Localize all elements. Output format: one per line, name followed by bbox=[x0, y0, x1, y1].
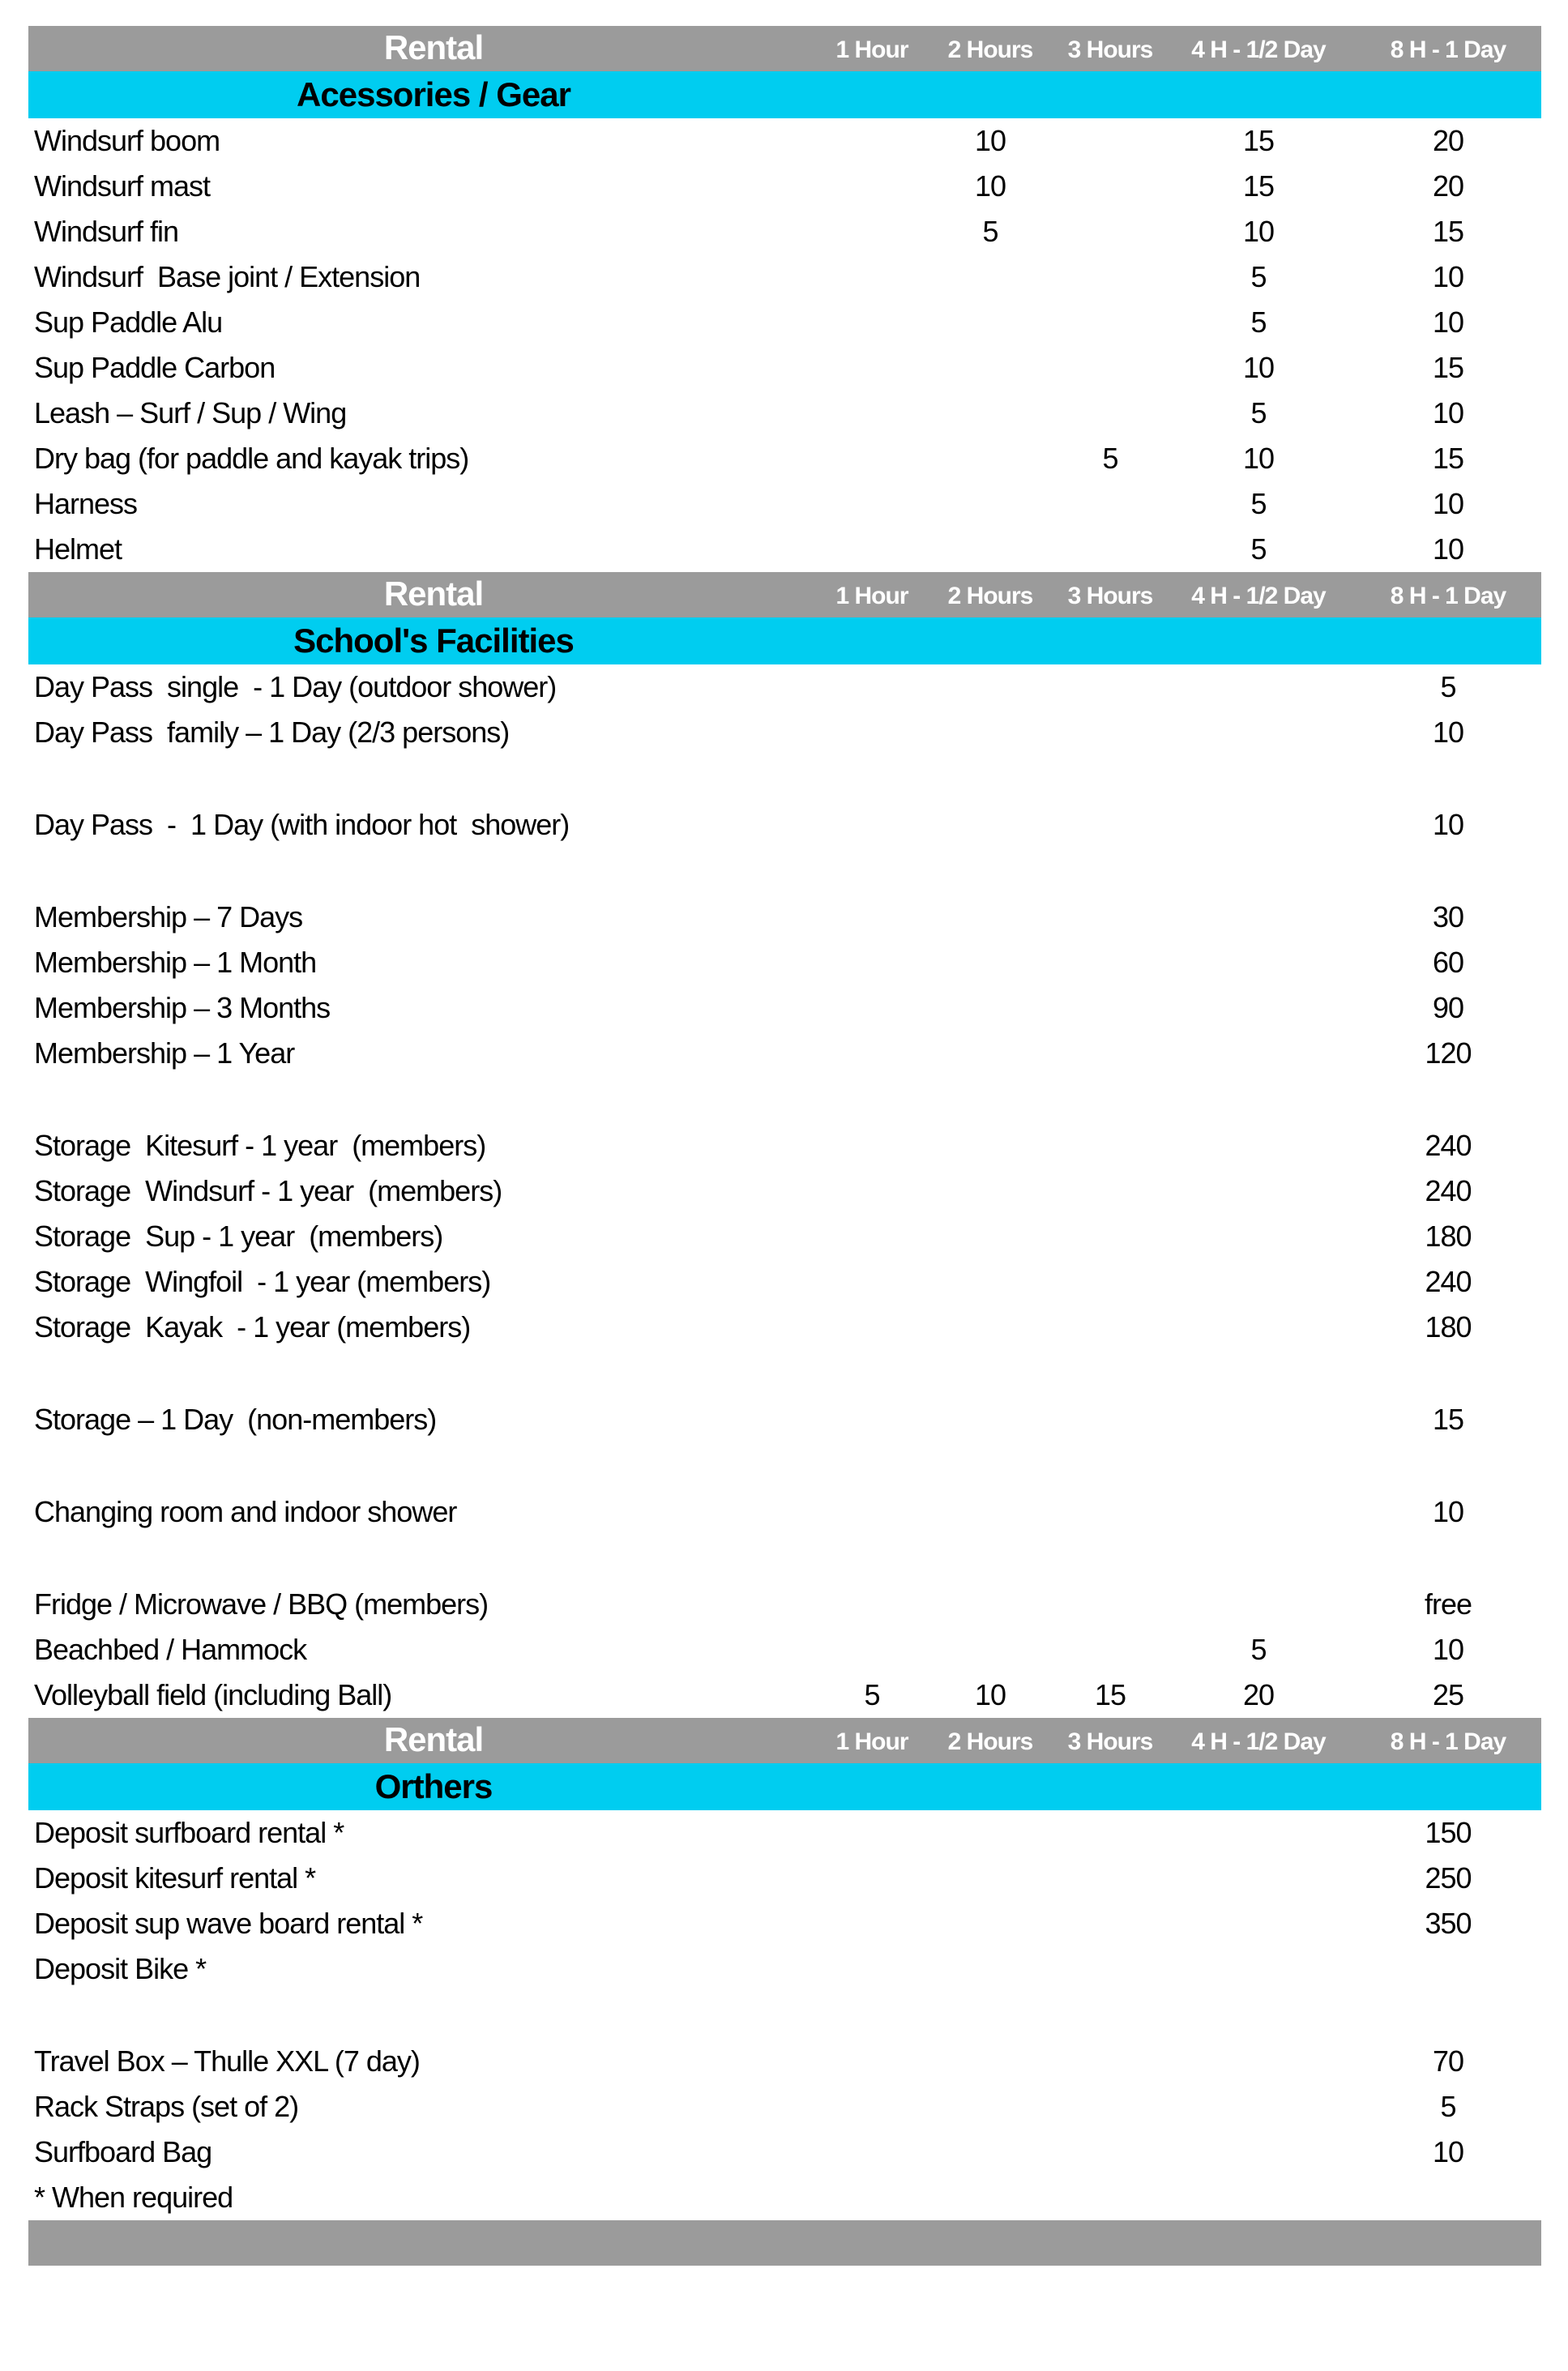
row-label: Storage – 1 Day (non-members) bbox=[34, 1403, 437, 1436]
table-row bbox=[0, 1214, 1568, 1259]
row-value: 240 bbox=[1425, 1174, 1472, 1207]
row-label: Beachbed / Hammock bbox=[34, 1633, 307, 1666]
table-row bbox=[0, 391, 1568, 436]
table-row bbox=[0, 209, 1568, 254]
row-value: 20 bbox=[1432, 169, 1464, 203]
row-label: Sup Paddle Alu bbox=[34, 305, 223, 339]
table-row-blank bbox=[0, 1442, 1568, 1489]
column-header: 2 Hours bbox=[947, 36, 1033, 63]
table-row bbox=[0, 664, 1568, 710]
row-value: 10 bbox=[974, 1678, 1006, 1711]
top-margin bbox=[0, 0, 1568, 26]
table-row bbox=[0, 1259, 1568, 1305]
row-value: 10 bbox=[1432, 260, 1464, 293]
row-value: 5 bbox=[982, 215, 998, 248]
row-value: 5 bbox=[1102, 442, 1118, 475]
footer-bar bbox=[28, 2220, 1541, 2266]
row-value: 15 bbox=[1432, 1403, 1464, 1436]
row-value: 240 bbox=[1425, 1129, 1472, 1162]
table-row bbox=[0, 2130, 1568, 2175]
table-row bbox=[0, 1946, 1568, 1992]
column-header: 1 Hour bbox=[835, 1728, 908, 1755]
table-row bbox=[0, 1582, 1568, 1627]
row-value: 10 bbox=[1432, 532, 1464, 566]
column-header: 3 Hours bbox=[1067, 36, 1153, 63]
table-row bbox=[0, 985, 1568, 1031]
table-row bbox=[0, 481, 1568, 527]
row-value: 180 bbox=[1425, 1220, 1472, 1253]
row-value: 15 bbox=[1242, 124, 1275, 157]
row-value: 15 bbox=[1432, 351, 1464, 384]
section-title-bar bbox=[28, 1763, 1541, 1810]
table-row bbox=[0, 1856, 1568, 1901]
table-row-blank bbox=[0, 1992, 1568, 2039]
column-header: 1 Hour bbox=[835, 583, 908, 609]
row-label: Windsurf fin bbox=[34, 215, 179, 248]
column-header: 8 H - 1 Day bbox=[1390, 583, 1506, 609]
table-row bbox=[0, 300, 1568, 345]
row-label: Membership – 7 Days bbox=[34, 900, 303, 933]
row-label: Membership – 1 Year bbox=[34, 1036, 295, 1070]
row-value: 70 bbox=[1432, 2044, 1464, 2078]
column-header: 3 Hours bbox=[1067, 583, 1153, 609]
row-label: Day Pass - 1 Day (with indoor hot shower) bbox=[34, 808, 570, 841]
table-row bbox=[0, 118, 1568, 164]
row-label: Storage Kayak - 1 year (members) bbox=[34, 1310, 471, 1344]
column-header: 8 H - 1 Day bbox=[1390, 1728, 1506, 1755]
table-row bbox=[0, 1901, 1568, 1946]
table-row bbox=[0, 2039, 1568, 2084]
section-title-bar bbox=[28, 71, 1541, 118]
row-value: 10 bbox=[1432, 487, 1464, 520]
table-row bbox=[0, 1489, 1568, 1535]
row-label: Windsurf mast bbox=[34, 169, 211, 203]
row-label: Windsurf Base joint / Extension bbox=[34, 260, 421, 293]
row-label: Fridge / Microwave / BBQ (members) bbox=[34, 1587, 489, 1621]
row-value: 240 bbox=[1425, 1265, 1472, 1298]
row-value: 10 bbox=[1432, 1495, 1464, 1528]
row-value: 5 bbox=[1440, 670, 1456, 703]
row-label: Surfboard Bag bbox=[34, 2135, 212, 2168]
section-rows bbox=[0, 664, 1568, 1718]
row-label: Travel Box – Thulle XXL (7 day) bbox=[34, 2044, 420, 2078]
row-value: 15 bbox=[1432, 215, 1464, 248]
table-row-blank bbox=[0, 1076, 1568, 1123]
row-value: 5 bbox=[1440, 2090, 1456, 2123]
table-row bbox=[0, 1123, 1568, 1168]
column-header: 4 H - 1/2 Day bbox=[1191, 36, 1326, 63]
row-label: Changing room and indoor shower bbox=[34, 1495, 457, 1528]
row-value: 5 bbox=[864, 1678, 880, 1711]
row-label: Leash – Surf / Sup / Wing bbox=[34, 396, 347, 429]
row-value: 10 bbox=[1242, 215, 1275, 248]
table-row bbox=[0, 1397, 1568, 1442]
column-header: 2 Hours bbox=[947, 1728, 1033, 1755]
column-header: 8 H - 1 Day bbox=[1390, 36, 1506, 63]
row-value: 10 bbox=[974, 169, 1006, 203]
table-row bbox=[0, 1305, 1568, 1350]
rental-header-bar bbox=[28, 26, 1541, 71]
rental-header-title: Rental bbox=[383, 28, 484, 66]
price-section bbox=[0, 26, 1568, 572]
row-value: 15 bbox=[1094, 1678, 1126, 1711]
row-value: 10 bbox=[1242, 442, 1275, 475]
row-value: free bbox=[1424, 1587, 1472, 1621]
row-value: 5 bbox=[1250, 1633, 1267, 1666]
rental-header-bar bbox=[28, 572, 1541, 617]
price-section bbox=[0, 572, 1568, 1718]
row-value: 10 bbox=[1432, 808, 1464, 841]
section-title-bar bbox=[28, 617, 1541, 664]
table-row bbox=[0, 710, 1568, 755]
section-title: Orthers bbox=[374, 1767, 493, 1805]
rental-header-title: Rental bbox=[383, 575, 484, 613]
row-label: Deposit surfboard rental * bbox=[34, 1816, 344, 1849]
table-row bbox=[0, 527, 1568, 572]
row-value: 10 bbox=[1432, 716, 1464, 749]
row-value: 10 bbox=[1432, 1633, 1464, 1666]
row-label: Deposit kitesurf rental * bbox=[34, 1861, 316, 1895]
table-row-blank bbox=[0, 1350, 1568, 1397]
row-label: Storage Wingfoil - 1 year (members) bbox=[34, 1265, 491, 1298]
row-value: 15 bbox=[1242, 169, 1275, 203]
table-row-blank bbox=[0, 1535, 1568, 1582]
table-row bbox=[0, 1627, 1568, 1673]
column-header: 4 H - 1/2 Day bbox=[1191, 583, 1326, 609]
table-row bbox=[0, 254, 1568, 300]
row-value: 5 bbox=[1250, 532, 1267, 566]
row-value: 25 bbox=[1432, 1678, 1464, 1711]
row-label: Day Pass single - 1 Day (outdoor shower) bbox=[34, 670, 557, 703]
row-value: 250 bbox=[1425, 1861, 1472, 1895]
section-rows bbox=[0, 1810, 1568, 2175]
row-label: Membership – 3 Months bbox=[34, 991, 331, 1024]
row-label: Windsurf boom bbox=[34, 124, 220, 157]
row-label: Dry bag (for paddle and kayak trips) bbox=[34, 442, 469, 475]
row-value: 5 bbox=[1250, 396, 1267, 429]
column-header: 2 Hours bbox=[947, 583, 1033, 609]
table-row bbox=[0, 1673, 1568, 1718]
row-value: 15 bbox=[1432, 442, 1464, 475]
row-value: 10 bbox=[1432, 305, 1464, 339]
row-value: 120 bbox=[1425, 1036, 1472, 1070]
price-section bbox=[0, 1718, 1568, 2175]
table-row-blank bbox=[0, 848, 1568, 895]
row-value: 180 bbox=[1425, 1310, 1472, 1344]
row-label: Deposit sup wave board rental * bbox=[34, 1907, 423, 1940]
row-value: 20 bbox=[1432, 124, 1464, 157]
row-value: 10 bbox=[1432, 396, 1464, 429]
row-label: Harness bbox=[34, 487, 138, 520]
rental-header-title: Rental bbox=[383, 1720, 484, 1758]
table-row bbox=[0, 895, 1568, 940]
row-value: 60 bbox=[1432, 946, 1464, 979]
row-value: 350 bbox=[1425, 1907, 1472, 1940]
row-value: 5 bbox=[1250, 305, 1267, 339]
row-label: Rack Straps (set of 2) bbox=[34, 2090, 299, 2123]
row-label: Membership – 1 Month bbox=[34, 946, 317, 979]
section-title: Acessories / Gear bbox=[297, 75, 570, 113]
table-row bbox=[0, 940, 1568, 985]
row-value: 20 bbox=[1242, 1678, 1275, 1711]
table-row bbox=[0, 1168, 1568, 1214]
row-value: 150 bbox=[1425, 1816, 1472, 1849]
section-title: School's Facilities bbox=[293, 622, 574, 660]
row-value: 30 bbox=[1432, 900, 1464, 933]
table-row bbox=[0, 2084, 1568, 2130]
table-row bbox=[0, 436, 1568, 481]
table-row bbox=[0, 802, 1568, 848]
row-label: Day Pass family – 1 Day (2/3 persons) bbox=[34, 716, 510, 749]
row-label: Storage Kitesurf - 1 year (members) bbox=[34, 1129, 486, 1162]
section-rows bbox=[0, 118, 1568, 572]
table-row bbox=[0, 1810, 1568, 1856]
row-value: 90 bbox=[1432, 991, 1464, 1024]
row-label: Storage Windsurf - 1 year (members) bbox=[34, 1174, 502, 1207]
row-value: 5 bbox=[1250, 487, 1267, 520]
row-value: 10 bbox=[1242, 351, 1275, 384]
table-row-blank bbox=[0, 755, 1568, 802]
footnote-row bbox=[0, 2175, 1568, 2220]
column-header: 3 Hours bbox=[1067, 1728, 1153, 1755]
footnote: * When required bbox=[34, 2181, 233, 2214]
table-row bbox=[0, 1031, 1568, 1076]
row-value: 10 bbox=[974, 124, 1006, 157]
row-label: Deposit Bike * bbox=[34, 1952, 207, 1985]
rental-header-bar bbox=[28, 1718, 1541, 1763]
row-label: Volleyball field (including Ball) bbox=[34, 1678, 392, 1711]
table-row bbox=[0, 164, 1568, 209]
row-label: Helmet bbox=[34, 532, 122, 566]
row-value: 5 bbox=[1250, 260, 1267, 293]
column-header: 1 Hour bbox=[835, 36, 908, 63]
row-label: Sup Paddle Carbon bbox=[34, 351, 276, 384]
row-label: Storage Sup - 1 year (members) bbox=[34, 1220, 443, 1253]
column-header: 4 H - 1/2 Day bbox=[1191, 1728, 1326, 1755]
table-row bbox=[0, 345, 1568, 391]
row-value: 10 bbox=[1432, 2135, 1464, 2168]
sections-container bbox=[0, 26, 1568, 2175]
